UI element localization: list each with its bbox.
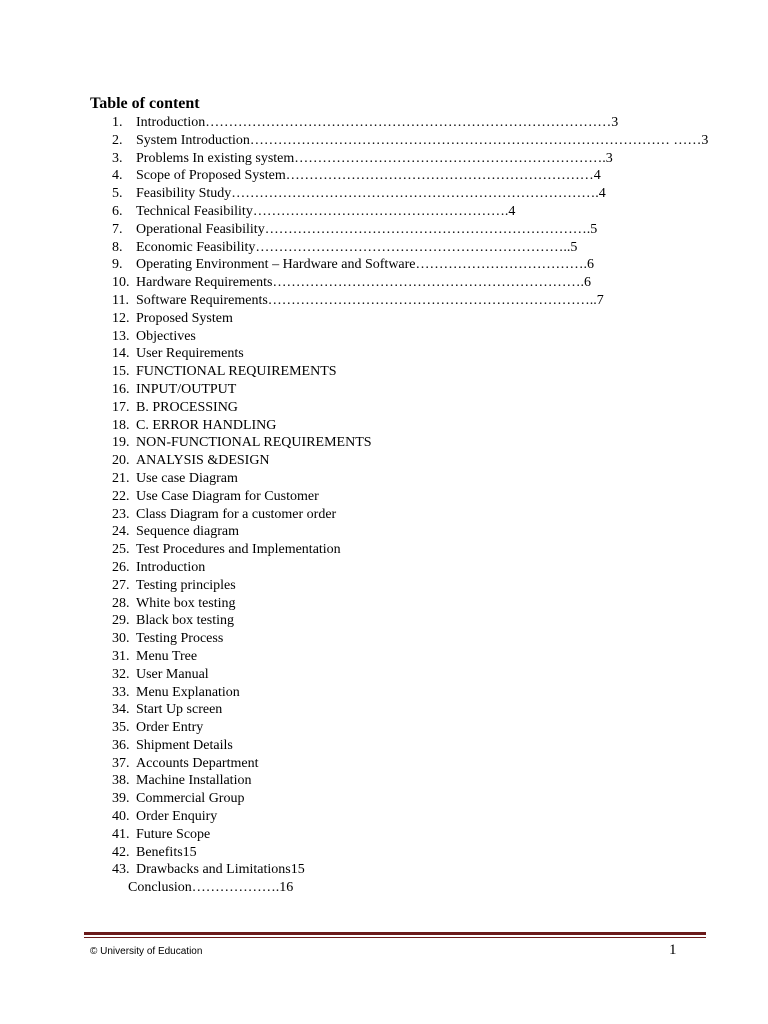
toc-item (0, 844, 768, 862)
toc-item-text: Class Diagram for a customer order (136, 506, 337, 522)
toc-item (0, 559, 768, 577)
toc-item (0, 541, 768, 559)
toc-item (0, 345, 768, 363)
toc-item (0, 666, 768, 684)
page-number: 1 (669, 942, 677, 958)
toc-item (0, 737, 768, 755)
toc-item-number: 24. (112, 524, 130, 540)
footer-copyright: © University of Education (90, 946, 203, 957)
toc-item-text: Introduction (136, 559, 206, 575)
toc-item-number: 9. (112, 257, 123, 273)
toc-item-text: B. PROCESSING (136, 399, 238, 415)
toc-item-number: 33. (112, 684, 130, 700)
toc-item-text: Shipment Details (136, 737, 233, 753)
toc-item (0, 577, 768, 595)
toc-conclusion-text: Conclusion……………….16 (128, 880, 294, 896)
footer-divider-thick (84, 932, 706, 935)
toc-item-text: Commercial Group (136, 791, 245, 807)
toc-item-number: 22. (112, 488, 130, 504)
toc-item (0, 630, 768, 648)
toc-item (0, 221, 768, 239)
toc-item-text: Problems In existing system………………………………………………………….3 (136, 150, 613, 166)
toc-item (0, 648, 768, 666)
toc-item (0, 417, 768, 435)
toc-item-text: Operating Environment – Hardware and Software……………………………….6 (136, 257, 595, 273)
toc-item-number: 26. (112, 559, 130, 575)
toc-item (0, 506, 768, 524)
toc-conclusion (0, 879, 768, 897)
toc-item-text: Introduction……………………………………………………………………………3 (136, 115, 619, 130)
toc-item-number: 28. (112, 595, 130, 611)
toc-item-text: Software Requirements……………………………………………………………..7 (136, 292, 604, 308)
toc-item-text: Start Up screen (136, 702, 223, 718)
toc-item (0, 381, 768, 399)
toc-item-text: Order Entry (136, 720, 204, 736)
toc-item (0, 790, 768, 808)
toc-item-number: 16. (112, 381, 130, 397)
toc-item-text: Proposed System (136, 310, 233, 326)
toc-item-text: Sequence diagram (136, 524, 240, 540)
toc-item-number: 42. (112, 844, 130, 860)
toc-item-number: 8. (112, 239, 123, 255)
toc-item-number: 32. (112, 666, 130, 682)
toc-item-text: ANALYSIS &DESIGN (136, 453, 270, 469)
toc-item-text: Testing Process (136, 631, 224, 647)
toc-item-number: 10. (112, 275, 130, 291)
toc-item (0, 292, 768, 310)
toc-item-number: 11. (112, 292, 129, 308)
toc-item-text: Objectives (136, 328, 196, 344)
toc-item-number: 3. (112, 150, 123, 166)
toc-item (0, 256, 768, 274)
toc-item (0, 755, 768, 773)
toc-item-text: Accounts Department (136, 755, 259, 771)
toc-item-number: 30. (112, 631, 130, 647)
toc-item-number: 23. (112, 506, 130, 522)
toc-item-text: Scope of Proposed System…………………………………………………………4 (136, 168, 601, 184)
toc-item-text: Technical Feasibility……………………………………………….4 (136, 203, 516, 219)
toc-item-text: Benefits15 (136, 844, 197, 860)
toc-item-text: FUNCTIONAL REQUIREMENTS (136, 364, 337, 380)
toc-item-text: User Requirements (136, 346, 244, 362)
toc-item (0, 701, 768, 719)
toc-item-number: 18. (112, 417, 130, 433)
toc-item-text: Hardware Requirements………………………………………………………….6 (136, 275, 591, 291)
toc-item (0, 470, 768, 488)
toc-item (0, 595, 768, 613)
toc-item-text: Economic Feasibility…………………………………………………………..5 (136, 239, 578, 255)
toc-item-number: 14. (112, 346, 130, 362)
toc-item-number: 12. (112, 310, 130, 326)
toc-item-text: Testing principles (136, 577, 236, 593)
toc-item-number: 5. (112, 186, 123, 202)
toc-item (0, 185, 768, 203)
toc-item (0, 328, 768, 346)
toc-item-number: 37. (112, 755, 130, 771)
toc-item (0, 452, 768, 470)
toc-item-number: 38. (112, 773, 130, 789)
toc-item-number: 27. (112, 577, 130, 593)
toc-item (0, 363, 768, 381)
toc-item (0, 167, 768, 185)
toc-item-number: 39. (112, 791, 130, 807)
toc-item-number: 7. (112, 221, 123, 237)
toc-item (0, 203, 768, 221)
toc-item-number: 25. (112, 542, 130, 558)
toc-title: Table of content (90, 95, 200, 112)
toc-item-text: INPUT/OUTPUT (136, 381, 237, 397)
toc-item-text: Use Case Diagram for Customer (136, 488, 319, 504)
toc-item-text: Machine Installation (136, 773, 252, 789)
toc-item-text: Menu Tree (136, 648, 198, 664)
toc-item (0, 114, 768, 132)
toc-item (0, 772, 768, 790)
toc-item-number: 4. (112, 168, 123, 184)
toc-item-text: User Manual (136, 666, 209, 682)
toc-item (0, 719, 768, 737)
toc-item-text: System Introduction……………………………………………………………………………… ……3 (136, 132, 709, 148)
toc-item-number: 29. (112, 613, 130, 629)
toc-item-number: 31. (112, 648, 130, 664)
toc-item (0, 239, 768, 257)
toc-item (0, 132, 768, 150)
toc-item-text: C. ERROR HANDLING (136, 417, 277, 433)
toc-item-text: NON-FUNCTIONAL REQUIREMENTS (136, 435, 372, 451)
toc-item-number: 41. (112, 826, 130, 842)
toc-item-number: 17. (112, 399, 130, 415)
toc-item (0, 488, 768, 506)
footer-divider-thin (84, 937, 706, 938)
toc-item-number: 2. (112, 132, 123, 148)
toc-item-text: White box testing (136, 595, 236, 611)
toc-item (0, 523, 768, 541)
toc-item-number: 6. (112, 203, 123, 219)
toc-item (0, 274, 768, 292)
toc-item-number: 40. (112, 809, 130, 825)
toc-item-number: 20. (112, 453, 130, 469)
toc-item-number: 43. (112, 862, 130, 878)
toc-item-number: 1. (112, 115, 123, 130)
toc-item (0, 150, 768, 168)
toc-item (0, 310, 768, 328)
toc-item (0, 434, 768, 452)
toc-item-text: Menu Explanation (136, 684, 240, 700)
toc-item-number: 36. (112, 737, 130, 753)
toc-item (0, 612, 768, 630)
toc-item-number: 13. (112, 328, 130, 344)
toc-item-text: Test Procedures and Implementation (136, 542, 341, 558)
toc-item (0, 808, 768, 826)
toc-item (0, 399, 768, 417)
toc-list (0, 114, 768, 897)
toc-item-text: Future Scope (136, 826, 211, 842)
toc-item-text: Drawbacks and Limitations15 (136, 862, 305, 878)
toc-item (0, 826, 768, 844)
toc-item-number: 35. (112, 720, 130, 736)
toc-item-text: Use case Diagram (136, 470, 238, 486)
toc-item-number: 21. (112, 470, 130, 486)
toc-item (0, 684, 768, 702)
toc-item-number: 19. (112, 435, 130, 451)
toc-item-text: Operational Feasibility…………………………………………………………….5 (136, 221, 598, 237)
toc-item-text: Black box testing (136, 613, 234, 629)
toc-item-text: Order Enquiry (136, 809, 218, 825)
toc-item-number: 34. (112, 702, 130, 718)
toc-item (0, 861, 768, 879)
toc-item-text: Feasibility Study…………………………………………………………………….4 (136, 186, 606, 202)
toc-item-number: 15. (112, 364, 130, 380)
